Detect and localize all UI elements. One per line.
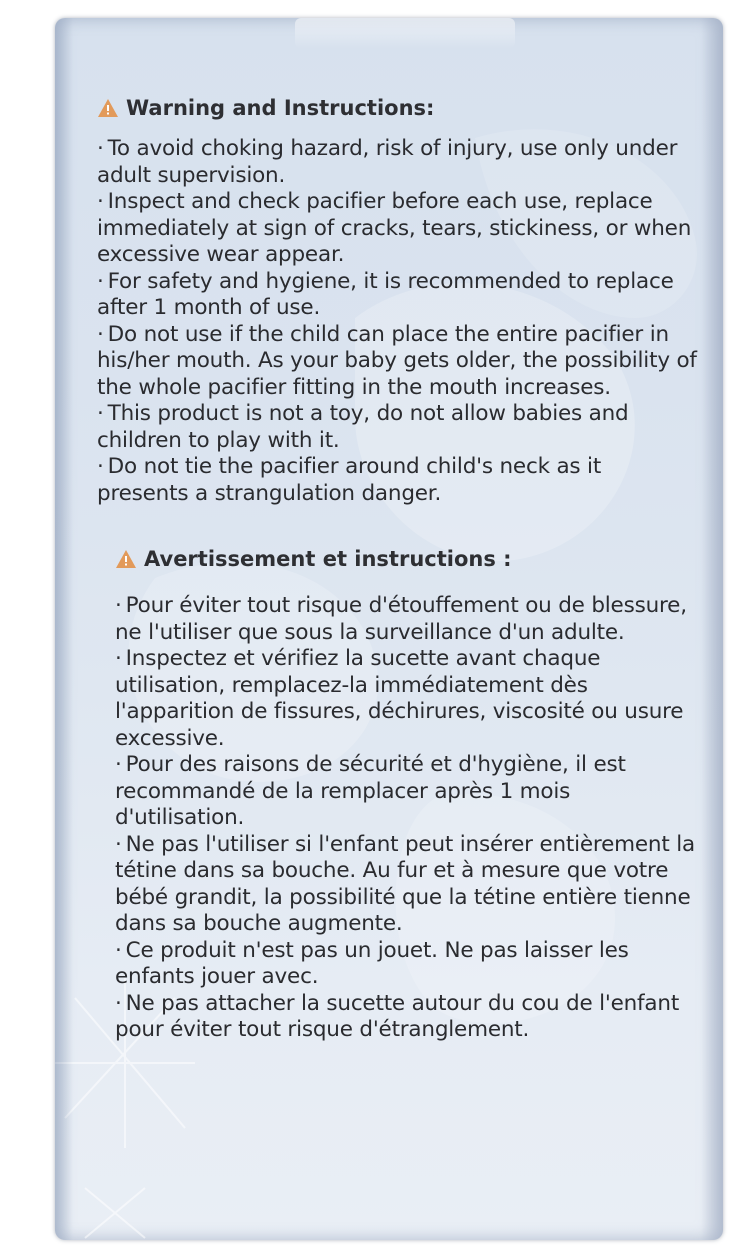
english-heading <box>97 96 697 120</box>
english-heading-text: Warning and Instructions: <box>126 96 435 120</box>
box-left-edge <box>55 18 73 1240</box>
french-heading <box>115 547 697 571</box>
french-item: · Ce produit n'est pas un jouet. Ne pas laisser les enfants jouer avec. <box>115 937 629 989</box>
packaging-box-side <box>55 18 723 1240</box>
english-item: · For safety and hygiene, it is recommended to replace after 1 month of use. <box>97 268 674 320</box>
english-item: · This product is not a toy, do not allow babies and children to play with it. <box>97 401 629 453</box>
french-item: · Pour des raisons de sécurité et d'hygiène, il est recommandé de la remplacer après 1 mois d'utilisation. <box>115 752 626 830</box>
french-item: · Inspectez et vérifiez la sucette avant chaque utilisation, remplacez-la immédiatement dès l'apparition de fissures, déchirures, viscosité ou usure excessive. <box>115 646 684 751</box>
warning-triangle-icon <box>115 549 137 569</box>
english-item: · Do not use if the child can place the entire pacifier in his/her mouth. As your baby gets older, the possibility of the whole pacifier fitting in the mouth increases. <box>97 321 697 400</box>
french-list <box>115 593 697 1044</box>
english-item: · Inspect and check pacifier before each use, replace immediately at sign of cracks, tears, stickiness, or when excessive wear appear. <box>97 189 692 267</box>
warning-triangle-icon <box>97 98 119 118</box>
english-item: · To avoid choking hazard, risk of injury, use only under adult supervision. <box>97 136 678 188</box>
french-item: · Ne pas l'utiliser si l'enfant peut insérer entièrement la tétine dans sa bouche. Au fur et à mesure que votre bébé grandit, la possibilité que la tétine entière tienne dans sa bouche augmente. <box>115 831 695 936</box>
english-item: · Do not tie the pacifier around child's neck as it presents a strangulation danger. <box>97 454 602 506</box>
english-list <box>97 136 697 507</box>
instructions-text <box>97 96 697 1044</box>
french-item: · Pour éviter tout risque d'étouffement ou de blessure, ne l'utiliser que sous la surveillance d'un adulte. <box>115 593 687 645</box>
french-heading-text: Avertissement et instructions : <box>144 547 512 571</box>
plastic-glare <box>295 18 515 48</box>
box-right-edge <box>701 18 723 1240</box>
french-item: · Ne pas attacher la sucette autour du cou de l'enfant pour éviter tout risque d'étranglement. <box>115 990 680 1042</box>
